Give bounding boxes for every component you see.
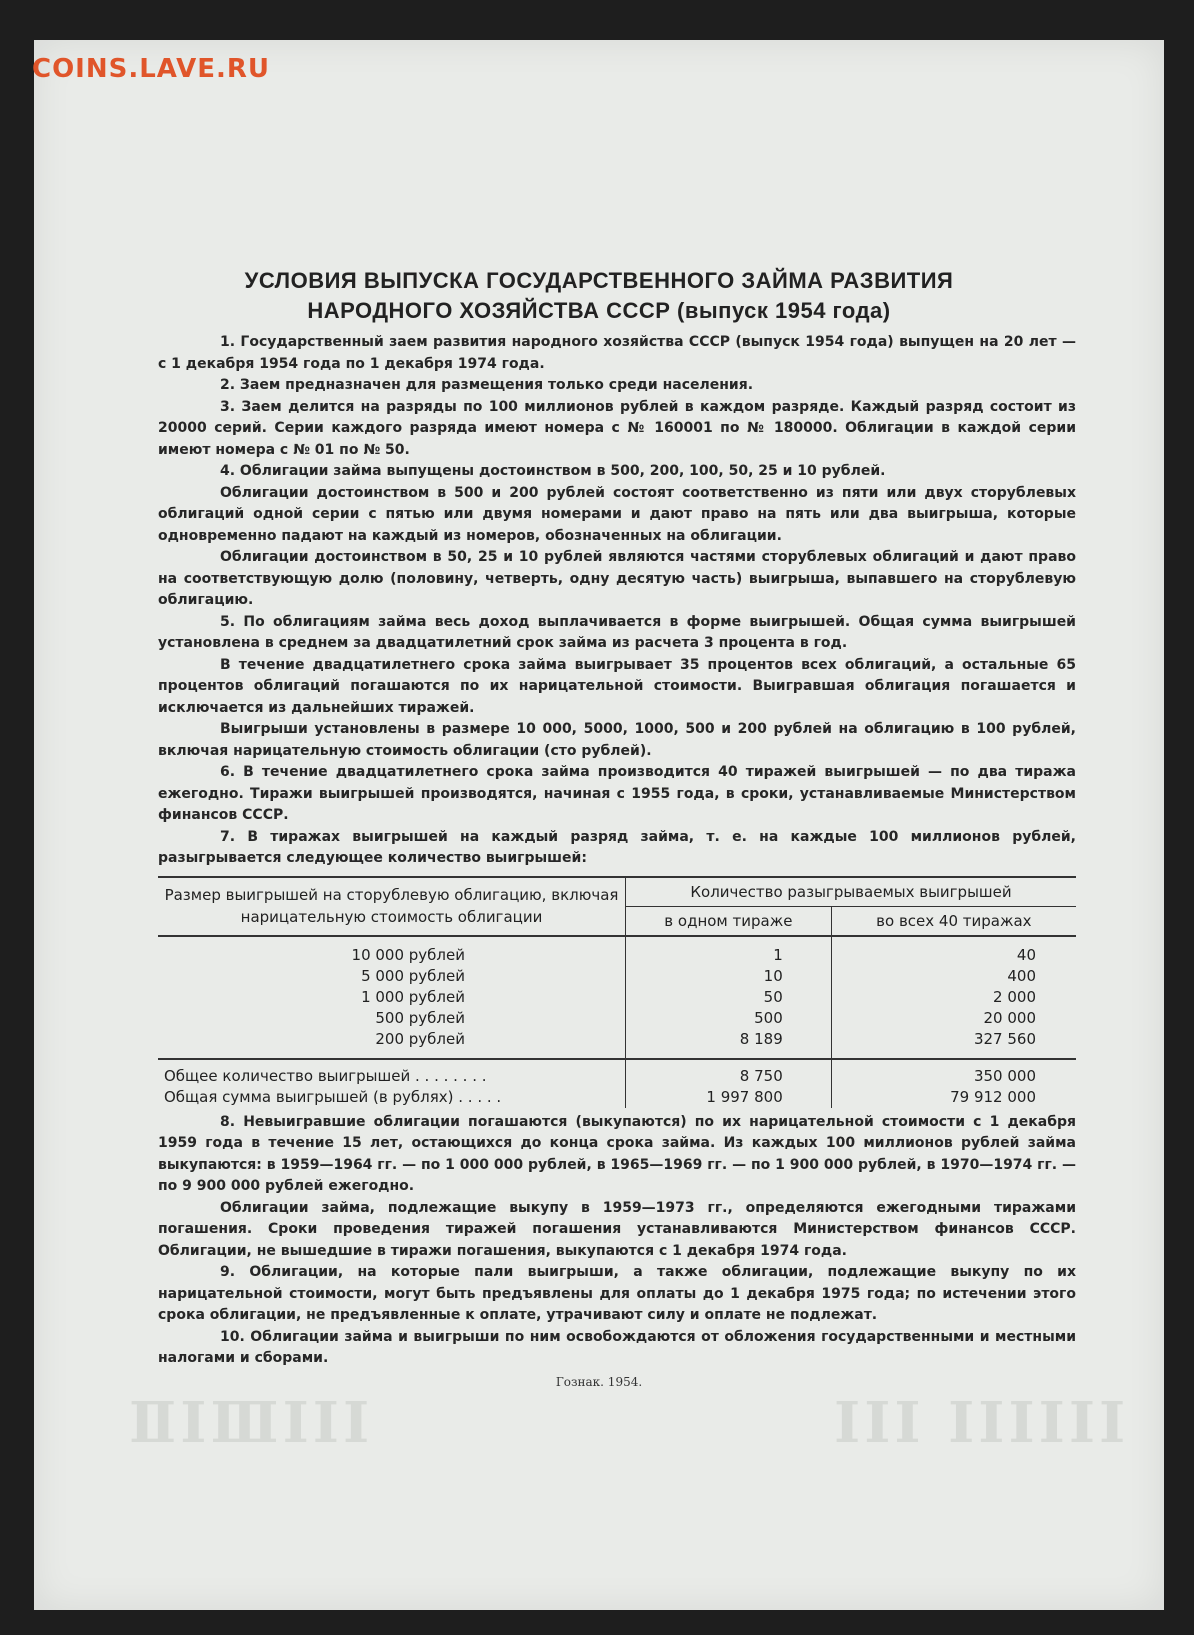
cell-size: 1 000 рублей [158,987,626,1008]
paragraph: Выигрыши установлены в размере 10 000, 5000, 1000, 500 и 200 рублей на облигацию в 100 рублей, включая нарицательную стоимость облигации (сто рублей). [158,721,1076,759]
cell-total-label: Общее количество выигрышей . . . . . . . . [158,1059,626,1087]
table-row [158,936,1076,966]
paragraph: 4. Облигации займа выпущены достоинством в 500, 200, 100, 50, 25 и 10 рублей. [220,463,886,479]
printer-imprint: Гознак. 1954. [555,1375,643,1389]
cell-total-label: Общая сумма выигрышей (в рублях) . . . . . [158,1087,626,1108]
cell-size: 5 000 рублей [158,966,626,987]
cell-one-draw: 1 997 800 [626,1087,832,1108]
cell-one-draw: 500 [626,1008,832,1029]
show-through-print: ⅡⅠⅢⅠⅠⅠ [129,1390,374,1456]
cell-size: 500 рублей [158,1008,626,1029]
cell-all-draws: 40 [1016,945,1036,964]
table-subheader-one-draw: в одном тираже [626,906,832,936]
table-row [158,987,1076,1008]
paragraph: 1. Государственный заем развития народного хозяйства СССР (выпуск 1954 года) выпущен на 20 лет — с 1 декабря 1954 года по 1 декабря 1974 года. [158,334,1076,372]
cell-one-draw: 8 750 [626,1059,832,1087]
paragraph: Облигации займа, подлежащие выкупу в 1959—1973 гг., определяются ежегодными тиражами погашения. Сроки проведения тиражей погашения устанавливаются Министерством финансов СССР. Облигации, не вышедшие в тиражи погашения, выкупаются с 1 декабря 1974 года. [158,1199,1076,1259]
paragraph: 7. В тиражах выигрышей на каждый разряд займа, т. е. на каждые 100 миллионов рублей, разыгрывается следующее количество выигрышей: [158,828,1076,866]
site-watermark: COINS.LAVE.RU [32,54,271,84]
paragraph: Облигации достоинством в 500 и 200 рублей состоят соответственно из пяти или двух сторублевых облигаций одной серии с пятью или двумя номерами и дают право на пять или два выигрыша, которые одновременно падают на каждый из номеров, обозначенных на облигации. [158,484,1076,544]
paragraph: 5. По облигациям займа весь доход выплачивается в форме выигрышей. Общая сумма выигрышей установлена в среднем за двадцатилетний срок займа из расчета 3 процента в год. [158,613,1076,651]
table-row [158,966,1076,987]
cell-all-draws: 20 000 [983,1008,1036,1027]
paragraph: В течение двадцатилетнего срока займа выигрывает 35 процентов всех облигаций, а остальные 65 процентов облигаций погашаются по их нарицательной стоимости. Выигравшая облигация погашается и исключается из дальнейших тиражей. [158,656,1076,716]
document-title-line-1: УСЛОВИЯ ВЫПУСКА ГОСУДАРСТВЕННОГО ЗАЙМА РАЗВИТИЯ [244,268,954,293]
bond-reverse-sheet [34,40,1164,1610]
table-row [158,1008,1076,1029]
table-header-count: Количество разыгрываемых выигрышей [626,877,1077,907]
paragraph: Облигации достоинством в 50, 25 и 10 рублей являются частями сторублевых облигаций и дают право на соответствующую долю (половину, четверть, одну десятую часть) выигрыша, выпавшего на сторублевую облигацию. [158,549,1076,608]
cell-one-draw: 8 189 [626,1029,832,1059]
table-row [158,1029,1076,1059]
paragraph: 8. Невыигравшие облигации погашаются (выкупаются) по их нарицательной стоимости с 1 декабря 1959 года в течение 15 лет, остающихся до конца срока займа. Из каждых 100 миллионов рублей займа выкупаются: в 1959—1964 гг. — по 1 000 000 рублей, в 1965—1969 гг. — по 1 900 000 рублей, в 1970—1974 гг. — по 9 900 000 рублей ежегодно. [158,1113,1076,1194]
paragraph: 10. Облигации займа и выигрыши по ним освобождаются от обложения государственными и местными налогами и сборами. [158,1328,1076,1366]
cell-all-draws: 2 000 [993,987,1036,1006]
cell-one-draw: 1 [626,936,832,966]
winnings-table [158,876,1076,1108]
paragraph: 3. Заем делится на разряды по 100 миллионов рублей в каждом разряде. Каждый разряд состоит из 20000 серий. Серии каждого разряда имеют номера с № 160001 по № 180000. Облигации в каждой серии имеют номера с № 01 по № 50. [158,398,1076,458]
table-total-count-row [158,1059,1076,1087]
show-through-print: ⅠⅠⅠ ⅠⅠⅠⅠⅠⅠ [834,1390,1130,1456]
cell-all-draws: 350 000 [831,1059,1076,1087]
conditions-text [158,332,1076,1370]
document-title-line-2: НАРОДНОГО ХОЗЯЙСТВА СССР (выпуск 1954 года) [307,298,891,323]
paragraph: 2. Заем предназначен для размещения только среди населения. [220,377,754,393]
cell-all-draws: 327 560 [973,1029,1036,1048]
cell-one-draw: 50 [626,987,832,1008]
paragraph: 9. Облигации, на которые пали выигрыши, а также облигации, подлежащие выкупу по их нарицательной стоимости, могут быть предъявлены для оплаты до 1 декабря 1975 года; по истечении этого срока облигации, не предъявленные к оплате, утрачивают силу и оплате не подлежат. [158,1264,1076,1323]
cell-one-draw: 10 [626,966,832,987]
table-subheader-all-draws: во всех 40 тиражах [831,906,1076,936]
table-total-sum-row [158,1087,1076,1108]
cell-all-draws: 79 912 000 [950,1087,1036,1106]
cell-size: 10 000 рублей [158,936,626,966]
table-header-size: Размер выигрышей на сторублевую облигацию, включая нарицательную стоимость облигации [158,877,626,936]
paragraph: 6. В течение двадцатилетнего срока займа производится 40 тиражей выигрышей — по два тиража ежегодно. Тиражи выигрышей производятся, начиная с 1955 года, в сроки, устанавливаемые Министерством финансов СССР. [158,764,1076,823]
cell-size: 200 рублей [158,1029,626,1059]
cell-all-draws: 400 [1007,966,1036,985]
